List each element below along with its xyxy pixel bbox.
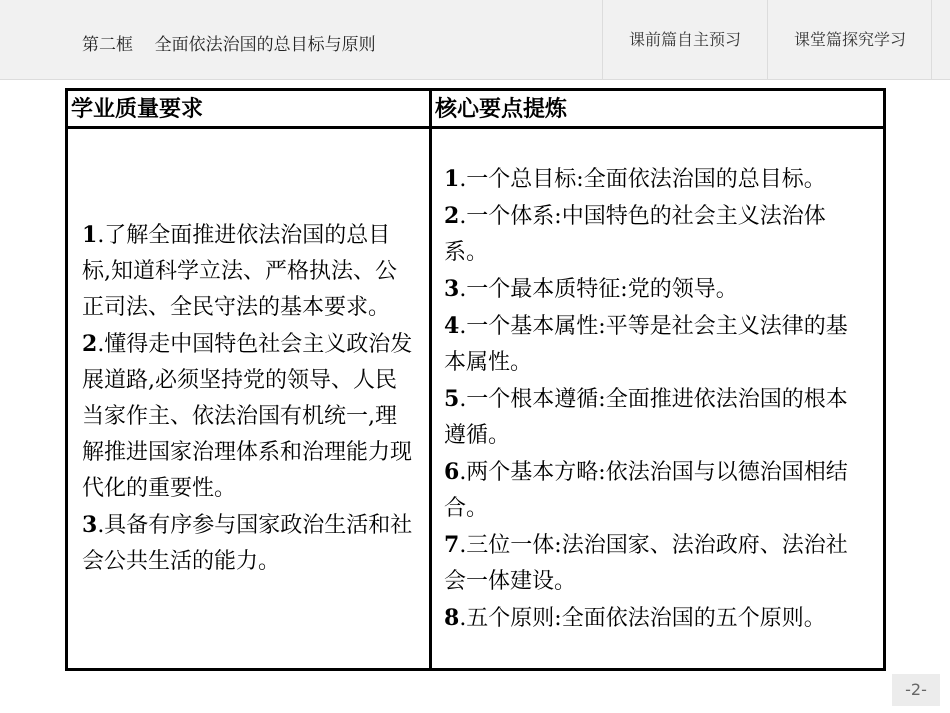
list-item (444, 527, 869, 600)
core-points-list (444, 161, 869, 637)
item-number: 1 (82, 222, 98, 248)
item-text: .具备有序参与国家政治生活和社会公共生活的能力。 (82, 513, 413, 574)
list-item (444, 271, 869, 308)
quality-requirements-cell (68, 129, 432, 668)
item-text: .一个基本属性:平等是社会主义法律的基本属性。 (444, 313, 848, 375)
item-number: 3 (444, 275, 460, 302)
core-points-cell (432, 129, 883, 668)
item-number: 5 (444, 385, 460, 412)
item-text: .五个原则:全面依法治国的五个原则。 (459, 605, 826, 631)
item-text: .一个最本质特征:党的领导。 (459, 276, 738, 302)
list-item (444, 198, 869, 271)
item-number: 8 (444, 604, 460, 631)
item-text: .一个根本遵循:全面推进依法治国的根本遵循。 (444, 386, 848, 448)
top-bar (0, 0, 950, 80)
item-text: .一个总目标:全面依法治国的总目标。 (459, 166, 826, 192)
item-number: 1 (444, 165, 460, 192)
item-number: 6 (444, 458, 460, 485)
item-number: 2 (82, 331, 98, 357)
header-quality-requirements: 学业质量要求 (68, 91, 432, 129)
page-number: -2- (892, 674, 940, 706)
list-item (444, 161, 869, 198)
item-number: 3 (82, 512, 98, 538)
list-item (444, 600, 869, 637)
list-item (82, 326, 417, 507)
list-item (82, 217, 417, 326)
item-number: 7 (444, 531, 460, 558)
tab-divider (931, 0, 932, 79)
list-item (82, 507, 417, 580)
list-item (444, 308, 869, 381)
page-title: 第二框 全面依法治国的总目标与原则 (82, 35, 376, 55)
item-text: .懂得走中国特色社会主义政治发展道路,必须坚持党的领导、人民当家作主、依法治国有机统一,理解推进国家治理体系和治理能力现代化的重要性。 (82, 332, 413, 501)
list-item (444, 381, 869, 454)
item-text: .了解全面推进依法治国的总目标,知道科学立法、严格执法、公正司法、全民守法的基本要求。 (82, 223, 397, 320)
item-number: 4 (444, 312, 460, 339)
content-table (65, 88, 886, 671)
quality-requirements-list (82, 217, 417, 580)
item-text: .一个体系:中国特色的社会主义法治体系。 (444, 203, 826, 265)
tab-classroom[interactable]: 课堂篇探究学习 (767, 0, 932, 79)
header-core-points: 核心要点提炼 (432, 91, 883, 129)
list-item (444, 454, 869, 527)
item-number: 2 (444, 202, 460, 229)
item-text: .两个基本方略:依法治国与以德治国相结合。 (444, 459, 848, 521)
item-text: .三位一体:法治国家、法治政府、法治社会一体建设。 (444, 532, 848, 594)
tab-preview[interactable]: 课前篇自主预习 (602, 0, 767, 79)
